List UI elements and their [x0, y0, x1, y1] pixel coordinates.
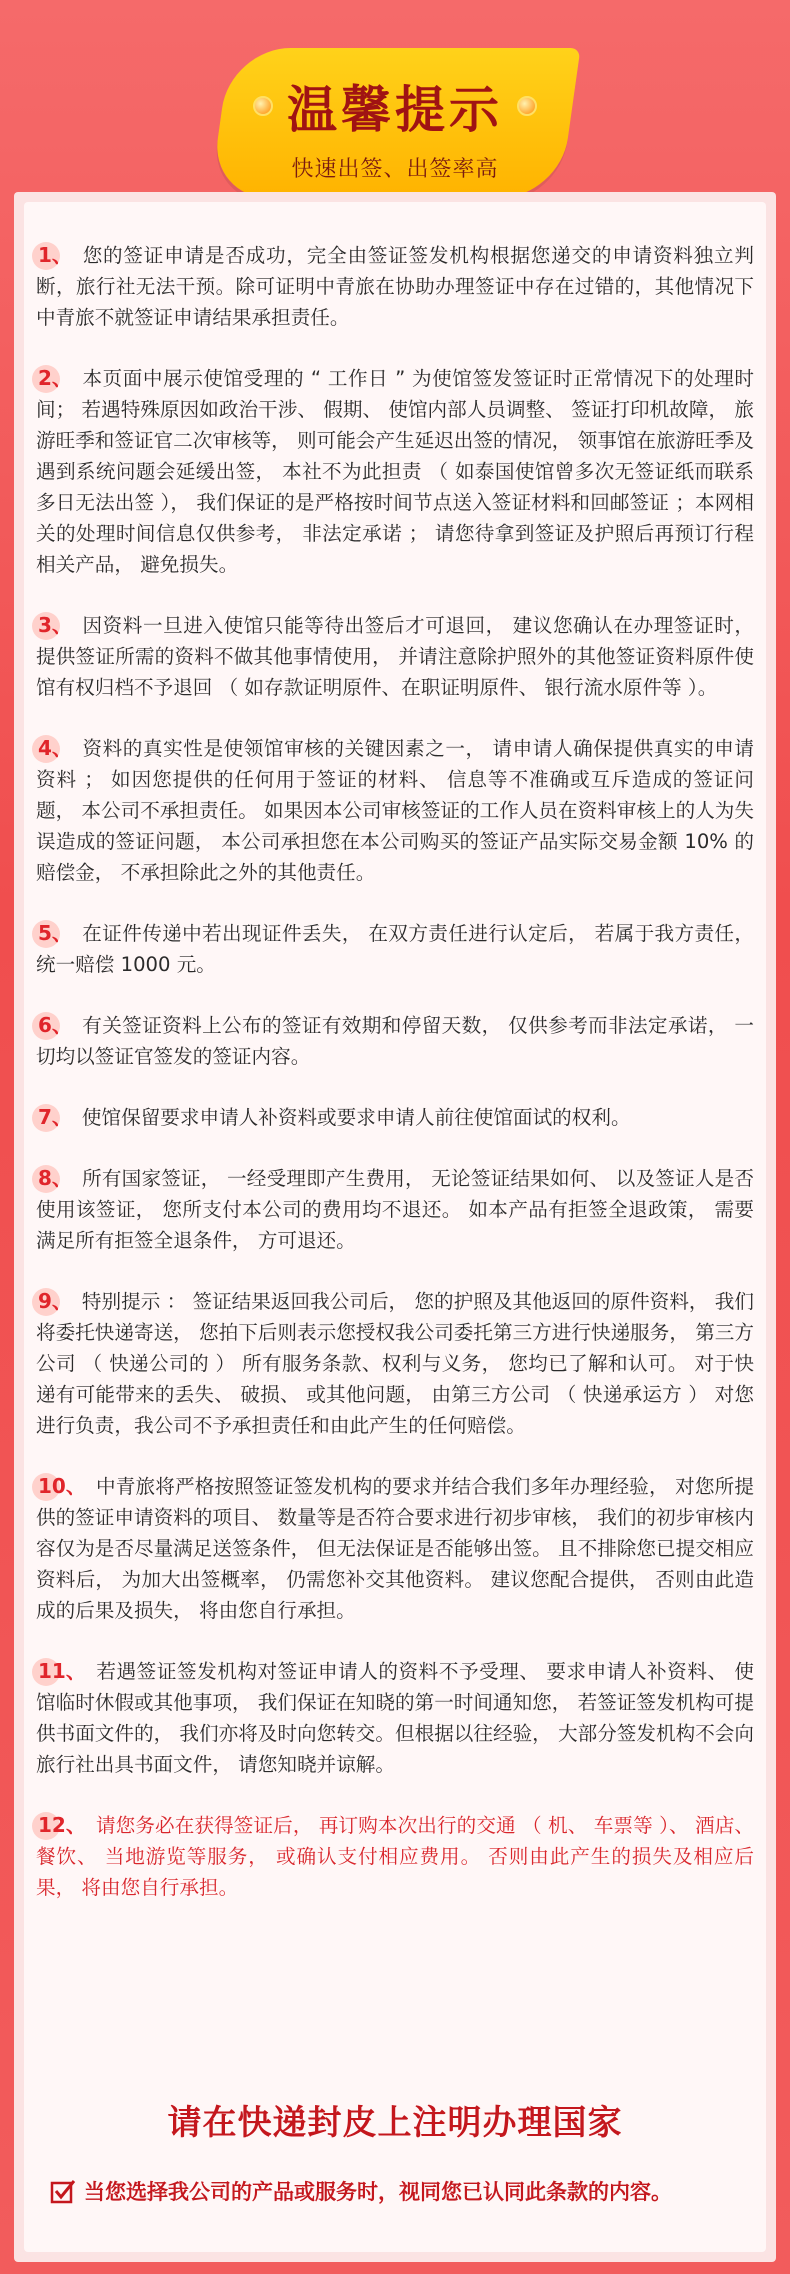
term-item-10	[36, 1471, 754, 1626]
banner-title: 温馨提示	[287, 81, 503, 139]
term-number: 11、	[36, 1656, 92, 1687]
term-item-5	[36, 918, 754, 980]
term-text: 您的签证申请是否成功，完全由签证签发机构根据您递交的申请资料独立判断，旅行社无法干预。除可证明中青旅在协助办理签证中存在过错的，其他情况下中青旅不就签证申请结果承担责任。	[36, 244, 754, 329]
left-dot-icon	[253, 96, 273, 116]
term-text: 请您务必在获得签证后， 再订购本次出行的交通 （ 机、 车票等 ）、 酒店、 餐饮、 当地游览等服务， 或确认支付相应费用。 否则由此产生的损失及相应后果， 将由您自行承担。	[36, 1814, 754, 1899]
term-number: 3、	[36, 610, 78, 641]
term-item-12	[36, 1810, 754, 1903]
term-item-8	[36, 1163, 754, 1256]
term-text: 因资料一旦进入使馆只能等待出签后才可退回， 建议您确认在办理签证时， 提供签证所需的资料不做其他事情使用， 并请注意除护照外的其他签证资料原件使馆有权归档不予退回 （ 如存款证明原件、在职证明原件、 银行流水原件等 ）。	[36, 614, 754, 699]
term-number: 6、	[36, 1010, 78, 1041]
term-number: 9、	[36, 1286, 78, 1317]
term-text: 所有国家签证， 一经受理即产生费用， 无论签证结果如何、 以及签证人是否使用该签证， 您所支付本公司的费用均不退还。 如本产品有拒签全退政策， 需要满足所有拒签全退条件， 方可退还。	[36, 1167, 754, 1252]
term-number: 7、	[36, 1102, 78, 1133]
term-text: 若遇签证签发机构对签证申请人的资料不予受理、 要求申请人补资料、 使馆临时休假或其他事项， 我们保证在知晓的第一时间通知您， 若签证签发机构可提供书面文件的， 我们亦将及时向您转交。但根据以往经验， 大部分签发机构不会向旅行社出具书面文件， 请您知晓并谅解。	[36, 1660, 754, 1776]
term-item-3	[36, 610, 754, 703]
term-number: 2、	[36, 363, 78, 394]
term-number: 12、	[36, 1810, 92, 1841]
term-number: 1、	[36, 240, 78, 271]
term-item-7	[36, 1102, 754, 1133]
term-number: 10、	[36, 1471, 92, 1502]
term-item-6	[36, 1010, 754, 1072]
terms-list	[36, 240, 754, 1933]
term-text: 本页面中展示使馆受理的 “ 工作日 ” 为使馆签发签证时正常情况下的处理时间； 若遇特殊原因如政治干涉、 假期、 使馆内部人员调整、 签证打印机故障， 旅游旺季和签证官二次审核等， 则可能会产生延迟出签的情况， 领事馆在旅游旺季及遇到系统问题会延缓出签， 本社不为此担责 （ 如泰国使馆曾多次无签证纸而联系多日无法出签 ）， 我们保证的是严格按时间节点送入签证材料和回邮签证 ；本网相关的处理时间信息仅供参考， 非法定承诺 ； 请您待拿到签证及护照后再预订行程相关产品， 避免损失。	[36, 367, 754, 576]
banner-subtitle: 快速出签、出签率高	[291, 157, 499, 182]
header-banner-content	[220, 70, 570, 183]
term-text: 特别提示 ： 签证结果返回我公司后， 您的护照及其他返回的原件资料， 我们将委托快递寄送， 您拍下后则表示您授权我公司委托第三方进行快递服务， 第三方公司 （ 快递公司的 ） 所有服务条款、权利与义务， 您均已了解和认可。 对于快递有可能带来的丢失、 破损、 或其他问题， 由第三方公司 （ 快递承运方 ） 对您进行负责，我公司不予承担责任和由此产生的任何赔偿。	[36, 1290, 754, 1437]
agreement-footer	[50, 2176, 770, 2206]
term-item-4	[36, 733, 754, 888]
term-text: 在证件传递中若出现证件丢失， 在双方责任进行认定后， 若属于我方责任， 统一赔偿 1000 元。	[36, 922, 754, 976]
term-number: 8、	[36, 1163, 78, 1194]
term-item-1	[36, 240, 754, 333]
checkbox-check-icon	[50, 2178, 76, 2204]
term-text: 资料的真实性是使领馆审核的关键因素之一， 请申请人确保提供真实的申请资料 ； 如因您提供的任何用于签证的材料、 信息等不准确或互斥造成的签证问题， 本公司不承担责任。 如果因本公司审核签证的工作人员在资料审核上的人为失误造成的签证问题， 本公司承担您在本公司购买的签证产品实际交易金额 10% 的赔偿金， 不承担除此之外的其他责任。	[36, 737, 754, 884]
term-item-9	[36, 1286, 754, 1441]
term-item-2	[36, 363, 754, 580]
shipping-notice-heading: 请在快递封皮上注明办理国家	[167, 2103, 623, 2143]
term-number: 4、	[36, 733, 78, 764]
banner-title-row	[253, 70, 537, 142]
term-number: 5、	[36, 918, 78, 949]
term-text: 有关签证资料上公布的签证有效期和停留天数， 仅供参考而非法定承诺， 一切均以签证官签发的签证内容。	[36, 1014, 754, 1068]
term-item-11	[36, 1656, 754, 1780]
right-dot-icon	[517, 96, 537, 116]
term-text: 使馆保留要求申请人补资料或要求申请人前往使馆面试的权利。	[81, 1106, 631, 1129]
agreement-text: 当您选择我公司的产品或服务时，视同您已认同此条款的内容。	[84, 2180, 672, 2204]
term-text: 中青旅将严格按照签证签发机构的要求并结合我们多年办理经验， 对您所提供的签证申请资料的项目、 数量等是否符合要求进行初步审核， 我们的初步审核内容仅为是否尽量满足送签条件， 但无法保证是否能够出签。 且不排除您已提交相应资料后， 为加大出签概率， 仍需您补交其他资料。 建议您配合提供， 否则由此造成的后果及损失， 将由您自行承担。	[36, 1475, 754, 1622]
